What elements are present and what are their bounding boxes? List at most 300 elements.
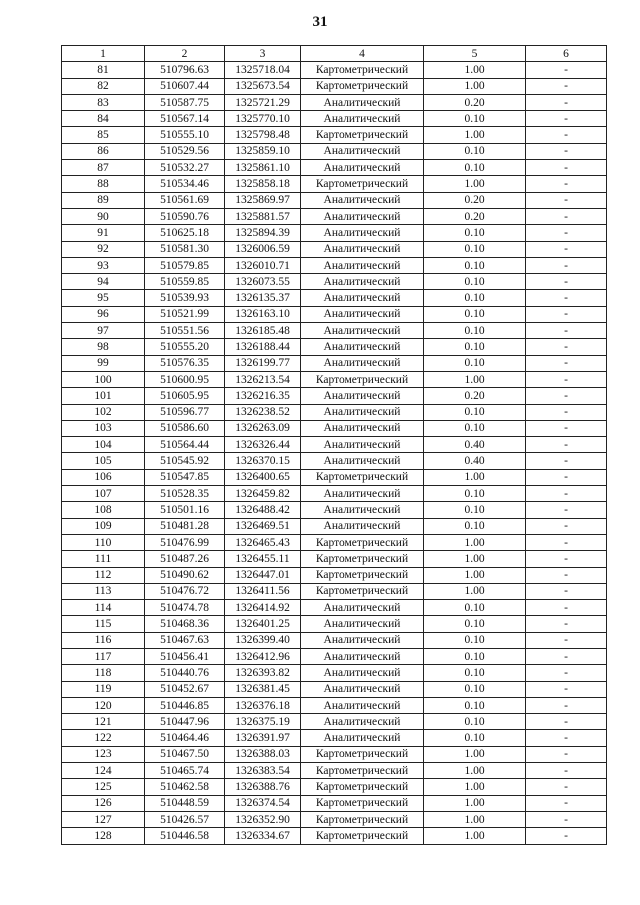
cell-coord-x: 510467.63 bbox=[145, 632, 225, 648]
table-row bbox=[62, 746, 607, 762]
table-row bbox=[62, 257, 607, 273]
cell-coord-x: 510440.76 bbox=[145, 665, 225, 681]
column-header: 2 bbox=[145, 46, 225, 62]
cell-point-number: 88 bbox=[62, 176, 145, 192]
cell-coord-y: 1325858.18 bbox=[225, 176, 301, 192]
cell-note: - bbox=[526, 437, 607, 453]
cell-coord-y: 1325718.04 bbox=[225, 62, 301, 78]
cell-coord-x: 510600.95 bbox=[145, 371, 225, 387]
cell-point-number: 114 bbox=[62, 600, 145, 616]
cell-point-number: 91 bbox=[62, 225, 145, 241]
table-row bbox=[62, 518, 607, 534]
cell-note: - bbox=[526, 665, 607, 681]
cell-note: - bbox=[526, 714, 607, 730]
cell-accuracy: 0.10 bbox=[424, 730, 526, 746]
cell-coord-x: 510579.85 bbox=[145, 257, 225, 273]
cell-note: - bbox=[526, 111, 607, 127]
cell-method: Картометрический bbox=[301, 62, 424, 78]
cell-accuracy: 1.00 bbox=[424, 551, 526, 567]
cell-coord-y: 1326376.18 bbox=[225, 697, 301, 713]
table-row bbox=[62, 697, 607, 713]
table-row bbox=[62, 616, 607, 632]
cell-accuracy: 1.00 bbox=[424, 795, 526, 811]
cell-accuracy: 0.20 bbox=[424, 388, 526, 404]
cell-accuracy: 0.10 bbox=[424, 290, 526, 306]
cell-point-number: 92 bbox=[62, 241, 145, 257]
cell-coord-y: 1326073.55 bbox=[225, 274, 301, 290]
table-row bbox=[62, 730, 607, 746]
cell-coord-x: 510590.76 bbox=[145, 208, 225, 224]
cell-coord-x: 510501.16 bbox=[145, 502, 225, 518]
cell-coord-x: 510567.14 bbox=[145, 111, 225, 127]
cell-accuracy: 0.10 bbox=[424, 306, 526, 322]
cell-coord-x: 510607.44 bbox=[145, 78, 225, 94]
cell-accuracy: 0.20 bbox=[424, 192, 526, 208]
cell-point-number: 107 bbox=[62, 486, 145, 502]
cell-accuracy: 0.10 bbox=[424, 648, 526, 664]
cell-point-number: 127 bbox=[62, 811, 145, 827]
table-row bbox=[62, 486, 607, 502]
cell-accuracy: 1.00 bbox=[424, 828, 526, 844]
cell-coord-x: 510605.95 bbox=[145, 388, 225, 404]
table-row bbox=[62, 551, 607, 567]
cell-note: - bbox=[526, 306, 607, 322]
cell-accuracy: 0.10 bbox=[424, 111, 526, 127]
cell-point-number: 83 bbox=[62, 94, 145, 110]
cell-note: - bbox=[526, 257, 607, 273]
cell-coord-x: 510476.99 bbox=[145, 534, 225, 550]
table-row bbox=[62, 567, 607, 583]
cell-coord-x: 510426.57 bbox=[145, 811, 225, 827]
cell-coord-x: 510490.62 bbox=[145, 567, 225, 583]
cell-coord-y: 1326374.54 bbox=[225, 795, 301, 811]
cell-accuracy: 0.10 bbox=[424, 241, 526, 257]
cell-coord-x: 510467.50 bbox=[145, 746, 225, 762]
cell-coord-y: 1326375.19 bbox=[225, 714, 301, 730]
cell-accuracy: 0.10 bbox=[424, 420, 526, 436]
cell-point-number: 99 bbox=[62, 355, 145, 371]
cell-coord-y: 1326010.71 bbox=[225, 257, 301, 273]
cell-method: Картометрический bbox=[301, 811, 424, 827]
cell-note: - bbox=[526, 795, 607, 811]
cell-coord-x: 510581.30 bbox=[145, 241, 225, 257]
cell-coord-x: 510476.72 bbox=[145, 583, 225, 599]
cell-accuracy: 0.10 bbox=[424, 681, 526, 697]
cell-coord-y: 1326188.44 bbox=[225, 339, 301, 355]
cell-method: Аналитический bbox=[301, 290, 424, 306]
cell-accuracy: 0.40 bbox=[424, 453, 526, 469]
table-row bbox=[62, 371, 607, 387]
cell-coord-y: 1326135.37 bbox=[225, 290, 301, 306]
cell-method: Аналитический bbox=[301, 241, 424, 257]
cell-accuracy: 0.10 bbox=[424, 355, 526, 371]
cell-note: - bbox=[526, 600, 607, 616]
cell-method: Картометрический bbox=[301, 469, 424, 485]
cell-coord-x: 510564.44 bbox=[145, 437, 225, 453]
cell-note: - bbox=[526, 616, 607, 632]
cell-coord-x: 510625.18 bbox=[145, 225, 225, 241]
cell-coord-y: 1325894.39 bbox=[225, 225, 301, 241]
cell-coord-x: 510487.26 bbox=[145, 551, 225, 567]
cell-accuracy: 0.10 bbox=[424, 616, 526, 632]
cell-coord-y: 1326326.44 bbox=[225, 437, 301, 453]
cell-coord-x: 510481.28 bbox=[145, 518, 225, 534]
cell-note: - bbox=[526, 502, 607, 518]
table-row bbox=[62, 795, 607, 811]
cell-coord-y: 1326488.42 bbox=[225, 502, 301, 518]
cell-coord-y: 1326401.25 bbox=[225, 616, 301, 632]
cell-coord-y: 1326388.03 bbox=[225, 746, 301, 762]
cell-coord-x: 510452.67 bbox=[145, 681, 225, 697]
cell-coord-y: 1326334.67 bbox=[225, 828, 301, 844]
cell-coord-y: 1325859.10 bbox=[225, 143, 301, 159]
cell-accuracy: 0.10 bbox=[424, 143, 526, 159]
page-number: 31 bbox=[312, 14, 328, 30]
cell-coord-y: 1326216.35 bbox=[225, 388, 301, 404]
cell-coord-x: 510521.99 bbox=[145, 306, 225, 322]
cell-point-number: 86 bbox=[62, 143, 145, 159]
cell-point-number: 111 bbox=[62, 551, 145, 567]
cell-note: - bbox=[526, 208, 607, 224]
table-row bbox=[62, 583, 607, 599]
cell-coord-x: 510529.56 bbox=[145, 143, 225, 159]
cell-coord-x: 510468.36 bbox=[145, 616, 225, 632]
cell-accuracy: 0.10 bbox=[424, 518, 526, 534]
cell-method: Картометрический bbox=[301, 567, 424, 583]
cell-note: - bbox=[526, 697, 607, 713]
cell-point-number: 94 bbox=[62, 274, 145, 290]
table-row bbox=[62, 94, 607, 110]
cell-method: Аналитический bbox=[301, 225, 424, 241]
cell-point-number: 123 bbox=[62, 746, 145, 762]
cell-point-number: 113 bbox=[62, 583, 145, 599]
cell-method: Аналитический bbox=[301, 453, 424, 469]
cell-method: Аналитический bbox=[301, 339, 424, 355]
cell-coord-y: 1326447.01 bbox=[225, 567, 301, 583]
cell-point-number: 96 bbox=[62, 306, 145, 322]
table-row bbox=[62, 290, 607, 306]
cell-accuracy: 0.10 bbox=[424, 697, 526, 713]
cell-method: Картометрический bbox=[301, 371, 424, 387]
cell-coord-y: 1326455.11 bbox=[225, 551, 301, 567]
cell-method: Аналитический bbox=[301, 681, 424, 697]
table-body bbox=[62, 62, 607, 844]
cell-coord-y: 1325770.10 bbox=[225, 111, 301, 127]
cell-coord-x: 510447.96 bbox=[145, 714, 225, 730]
cell-accuracy: 1.00 bbox=[424, 469, 526, 485]
cell-point-number: 105 bbox=[62, 453, 145, 469]
cell-accuracy: 0.10 bbox=[424, 486, 526, 502]
table-row bbox=[62, 437, 607, 453]
cell-coord-y: 1326388.76 bbox=[225, 779, 301, 795]
cell-note: - bbox=[526, 388, 607, 404]
column-header: 4 bbox=[301, 46, 424, 62]
cell-note: - bbox=[526, 453, 607, 469]
table-row bbox=[62, 420, 607, 436]
cell-accuracy: 1.00 bbox=[424, 583, 526, 599]
cell-note: - bbox=[526, 469, 607, 485]
cell-point-number: 102 bbox=[62, 404, 145, 420]
column-header: 6 bbox=[526, 46, 607, 62]
cell-coord-x: 510551.56 bbox=[145, 323, 225, 339]
cell-note: - bbox=[526, 681, 607, 697]
table-row bbox=[62, 404, 607, 420]
cell-accuracy: 0.10 bbox=[424, 632, 526, 648]
cell-point-number: 82 bbox=[62, 78, 145, 94]
cell-point-number: 98 bbox=[62, 339, 145, 355]
table-row bbox=[62, 241, 607, 257]
cell-accuracy: 1.00 bbox=[424, 78, 526, 94]
cell-note: - bbox=[526, 371, 607, 387]
cell-point-number: 124 bbox=[62, 763, 145, 779]
table-row bbox=[62, 274, 607, 290]
table-row bbox=[62, 355, 607, 371]
table-header bbox=[62, 46, 607, 62]
cell-point-number: 110 bbox=[62, 534, 145, 550]
cell-point-number: 125 bbox=[62, 779, 145, 795]
cell-coord-y: 1326381.45 bbox=[225, 681, 301, 697]
cell-note: - bbox=[526, 648, 607, 664]
cell-coord-y: 1326185.48 bbox=[225, 323, 301, 339]
cell-method: Аналитический bbox=[301, 94, 424, 110]
cell-accuracy: 0.20 bbox=[424, 94, 526, 110]
cell-method: Аналитический bbox=[301, 306, 424, 322]
cell-coord-x: 510528.35 bbox=[145, 486, 225, 502]
cell-coord-x: 510534.46 bbox=[145, 176, 225, 192]
cell-coord-y: 1325721.29 bbox=[225, 94, 301, 110]
cell-note: - bbox=[526, 339, 607, 355]
cell-accuracy: 0.10 bbox=[424, 339, 526, 355]
cell-coord-y: 1326006.59 bbox=[225, 241, 301, 257]
cell-coord-y: 1326352.90 bbox=[225, 811, 301, 827]
cell-coord-x: 510796.63 bbox=[145, 62, 225, 78]
cell-coord-x: 510587.75 bbox=[145, 94, 225, 110]
cell-accuracy: 1.00 bbox=[424, 811, 526, 827]
cell-coord-y: 1326399.40 bbox=[225, 632, 301, 648]
cell-note: - bbox=[526, 551, 607, 567]
cell-method: Аналитический bbox=[301, 323, 424, 339]
cell-accuracy: 0.10 bbox=[424, 665, 526, 681]
cell-method: Аналитический bbox=[301, 143, 424, 159]
cell-method: Аналитический bbox=[301, 160, 424, 176]
cell-note: - bbox=[526, 241, 607, 257]
cell-method: Аналитический bbox=[301, 111, 424, 127]
cell-method: Аналитический bbox=[301, 665, 424, 681]
cell-coord-x: 510448.59 bbox=[145, 795, 225, 811]
cell-coord-y: 1326459.82 bbox=[225, 486, 301, 502]
cell-note: - bbox=[526, 290, 607, 306]
cell-method: Картометрический bbox=[301, 534, 424, 550]
cell-note: - bbox=[526, 420, 607, 436]
cell-method: Аналитический bbox=[301, 616, 424, 632]
cell-coord-y: 1326393.82 bbox=[225, 665, 301, 681]
cell-note: - bbox=[526, 746, 607, 762]
cell-note: - bbox=[526, 62, 607, 78]
cell-method: Аналитический bbox=[301, 192, 424, 208]
cell-method: Картометрический bbox=[301, 583, 424, 599]
cell-coord-x: 510545.92 bbox=[145, 453, 225, 469]
cell-accuracy: 0.40 bbox=[424, 437, 526, 453]
cell-method: Аналитический bbox=[301, 257, 424, 273]
cell-coord-y: 1326383.54 bbox=[225, 763, 301, 779]
cell-point-number: 122 bbox=[62, 730, 145, 746]
cell-coord-x: 510539.93 bbox=[145, 290, 225, 306]
table-row bbox=[62, 469, 607, 485]
cell-method: Аналитический bbox=[301, 632, 424, 648]
cell-coord-x: 510532.27 bbox=[145, 160, 225, 176]
cell-coord-y: 1326370.15 bbox=[225, 453, 301, 469]
coordinates-table bbox=[61, 45, 607, 845]
cell-coord-y: 1326213.54 bbox=[225, 371, 301, 387]
cell-note: - bbox=[526, 78, 607, 94]
cell-point-number: 100 bbox=[62, 371, 145, 387]
cell-accuracy: 1.00 bbox=[424, 763, 526, 779]
cell-coord-y: 1326199.77 bbox=[225, 355, 301, 371]
cell-coord-y: 1325673.54 bbox=[225, 78, 301, 94]
header-row bbox=[62, 46, 607, 62]
cell-method: Аналитический bbox=[301, 355, 424, 371]
cell-accuracy: 0.10 bbox=[424, 502, 526, 518]
cell-note: - bbox=[526, 632, 607, 648]
cell-note: - bbox=[526, 828, 607, 844]
cell-point-number: 89 bbox=[62, 192, 145, 208]
cell-method: Аналитический bbox=[301, 600, 424, 616]
cell-coord-x: 510555.20 bbox=[145, 339, 225, 355]
table-row bbox=[62, 339, 607, 355]
cell-point-number: 93 bbox=[62, 257, 145, 273]
column-header: 3 bbox=[225, 46, 301, 62]
cell-accuracy: 1.00 bbox=[424, 746, 526, 762]
cell-note: - bbox=[526, 404, 607, 420]
table-row bbox=[62, 811, 607, 827]
cell-coord-x: 510446.85 bbox=[145, 697, 225, 713]
table-row bbox=[62, 763, 607, 779]
cell-coord-y: 1325869.97 bbox=[225, 192, 301, 208]
table-row bbox=[62, 779, 607, 795]
cell-point-number: 121 bbox=[62, 714, 145, 730]
cell-note: - bbox=[526, 779, 607, 795]
cell-accuracy: 0.10 bbox=[424, 160, 526, 176]
cell-coord-x: 510555.10 bbox=[145, 127, 225, 143]
cell-accuracy: 1.00 bbox=[424, 567, 526, 583]
table-row bbox=[62, 62, 607, 78]
cell-method: Аналитический bbox=[301, 420, 424, 436]
table-row bbox=[62, 323, 607, 339]
cell-note: - bbox=[526, 274, 607, 290]
cell-note: - bbox=[526, 763, 607, 779]
table-row bbox=[62, 681, 607, 697]
cell-coord-x: 510474.78 bbox=[145, 600, 225, 616]
cell-point-number: 119 bbox=[62, 681, 145, 697]
cell-coord-y: 1326400.65 bbox=[225, 469, 301, 485]
cell-point-number: 126 bbox=[62, 795, 145, 811]
cell-accuracy: 1.00 bbox=[424, 62, 526, 78]
cell-accuracy: 0.10 bbox=[424, 225, 526, 241]
table-row bbox=[62, 160, 607, 176]
table-row bbox=[62, 176, 607, 192]
cell-method: Аналитический bbox=[301, 437, 424, 453]
cell-method: Картометрический bbox=[301, 828, 424, 844]
cell-method: Аналитический bbox=[301, 730, 424, 746]
cell-method: Аналитический bbox=[301, 486, 424, 502]
cell-coord-x: 510596.77 bbox=[145, 404, 225, 420]
table-row bbox=[62, 388, 607, 404]
cell-point-number: 118 bbox=[62, 665, 145, 681]
cell-point-number: 106 bbox=[62, 469, 145, 485]
cell-coord-x: 510547.85 bbox=[145, 469, 225, 485]
table-row bbox=[62, 127, 607, 143]
cell-point-number: 108 bbox=[62, 502, 145, 518]
cell-accuracy: 1.00 bbox=[424, 534, 526, 550]
cell-accuracy: 1.00 bbox=[424, 779, 526, 795]
cell-accuracy: 1.00 bbox=[424, 127, 526, 143]
cell-coord-y: 1326414.92 bbox=[225, 600, 301, 616]
cell-note: - bbox=[526, 192, 607, 208]
table-row bbox=[62, 143, 607, 159]
cell-coord-x: 510561.69 bbox=[145, 192, 225, 208]
table-row bbox=[62, 828, 607, 844]
cell-accuracy: 0.10 bbox=[424, 404, 526, 420]
cell-coord-x: 510586.60 bbox=[145, 420, 225, 436]
cell-coord-x: 510456.41 bbox=[145, 648, 225, 664]
cell-coord-y: 1326412.96 bbox=[225, 648, 301, 664]
table-row bbox=[62, 534, 607, 550]
cell-point-number: 116 bbox=[62, 632, 145, 648]
cell-point-number: 84 bbox=[62, 111, 145, 127]
cell-method: Картометрический bbox=[301, 763, 424, 779]
cell-method: Картометрический bbox=[301, 795, 424, 811]
cell-point-number: 117 bbox=[62, 648, 145, 664]
cell-coord-x: 510465.74 bbox=[145, 763, 225, 779]
table-row bbox=[62, 648, 607, 664]
column-header: 5 bbox=[424, 46, 526, 62]
cell-method: Аналитический bbox=[301, 518, 424, 534]
table-row bbox=[62, 502, 607, 518]
cell-point-number: 81 bbox=[62, 62, 145, 78]
cell-accuracy: 0.10 bbox=[424, 323, 526, 339]
cell-point-number: 109 bbox=[62, 518, 145, 534]
cell-accuracy: 0.10 bbox=[424, 600, 526, 616]
cell-point-number: 115 bbox=[62, 616, 145, 632]
cell-method: Картометрический bbox=[301, 78, 424, 94]
cell-coord-y: 1326465.43 bbox=[225, 534, 301, 550]
cell-method: Аналитический bbox=[301, 648, 424, 664]
cell-coord-y: 1326263.09 bbox=[225, 420, 301, 436]
cell-accuracy: 1.00 bbox=[424, 371, 526, 387]
table-row bbox=[62, 208, 607, 224]
cell-coord-x: 510462.58 bbox=[145, 779, 225, 795]
column-header: 1 bbox=[62, 46, 145, 62]
cell-coord-y: 1326469.51 bbox=[225, 518, 301, 534]
cell-point-number: 112 bbox=[62, 567, 145, 583]
cell-accuracy: 0.10 bbox=[424, 274, 526, 290]
cell-point-number: 95 bbox=[62, 290, 145, 306]
cell-method: Аналитический bbox=[301, 404, 424, 420]
cell-coord-y: 1326238.52 bbox=[225, 404, 301, 420]
cell-method: Аналитический bbox=[301, 388, 424, 404]
cell-point-number: 128 bbox=[62, 828, 145, 844]
cell-method: Аналитический bbox=[301, 274, 424, 290]
cell-note: - bbox=[526, 160, 607, 176]
cell-note: - bbox=[526, 176, 607, 192]
cell-note: - bbox=[526, 143, 607, 159]
cell-method: Картометрический bbox=[301, 551, 424, 567]
cell-point-number: 101 bbox=[62, 388, 145, 404]
cell-note: - bbox=[526, 323, 607, 339]
cell-accuracy: 0.10 bbox=[424, 714, 526, 730]
cell-point-number: 120 bbox=[62, 697, 145, 713]
cell-note: - bbox=[526, 730, 607, 746]
